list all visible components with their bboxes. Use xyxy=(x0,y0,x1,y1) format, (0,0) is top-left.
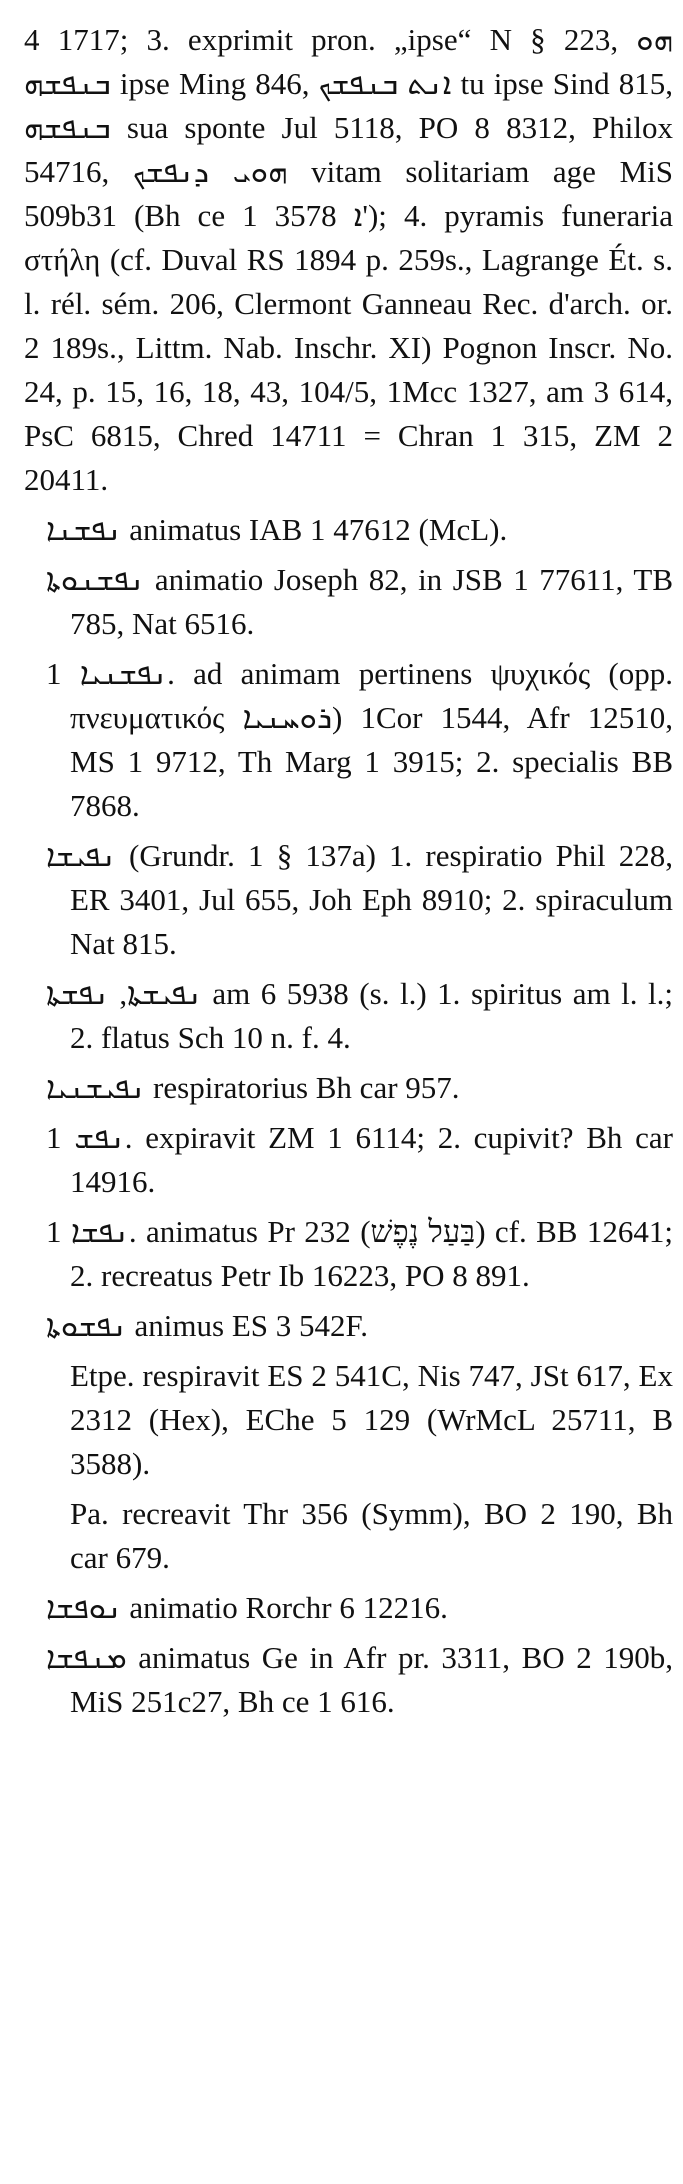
entry-nafshanaya: ܢܦܫܢܝܐ 1. ad animam pertinens ψυχικός (opp. πνευματικός ܪܘܚܢܝܐ) 1Cor 1544, Afr 12510, MS 1 9712, Th Marg 1 3915; 2. specialis BB 7868. xyxy=(46,656,674,823)
entry-mnafsha: ܡܢܦܫܐ animatus Ge in Afr pr. 3311, BO 2 190b, MiS 251c27, Bh ce 1 616. xyxy=(46,1640,673,1719)
entry-nafshana: ܢܦܫܢܐ animatus IAB 1 47612 (McL). xyxy=(46,512,508,547)
entry-nafishanaya: ܢܦܝܫܢܝܐ respiratorius Bh car 957. xyxy=(46,1070,460,1105)
entry-nafsha-continuation: 4 1717; 3. exprimit pron. „ipse“ N § 223, ܗܘ ܒܢܦܫܗ ipse Ming 846, ܐܢܬ ܒܢܦܫܟ tu ipse Sind 815, ܒܢܦܫܗ sua sponte Jul 5118, PO 8 8312, Philox 54716, ܗܘܝ ܕܢܦܫܟ vitam solitariam age MiS 509b31 (Bh ce 1 3578 ܐ'); 4. pyramis funeraria στήλη (cf. Duval RS 1894 p. 259s., Lagrange Ét. s. l. rél. sém. 206, Clermont Ganneau Rec. d'arch. or. 2 189s., Littm. Nab. Inschr. XI) Pognon Inscr. No. 24, p. 15, 16, 18, 43, 104/5, 1Mcc 1327, am 3 614, PsC 6815, Chred 14711 = Chran 1 315, ZM 2 20411. xyxy=(24,22,673,497)
entry-nufasha: ܢܘܦܫܐ animatio Rorchr 6 12216. xyxy=(46,1590,448,1625)
entry-nfishuta: ܢܦܫܘܬܐ animus ES 3 542F. xyxy=(46,1308,368,1343)
entry-nfash-verb: ܢܦܫ 1. expiravit ZM 1 6114; 2. cupivit? Bh car 14916. xyxy=(46,1120,673,1199)
entry-etpe: Etpe. respiravit ES 2 541C, Nis 747, JSt 617, Ex 2312 (Hex), EChe 5 129 (WrMcL 25711, B 3588). xyxy=(70,1358,673,1481)
entry-nfisha: ܢܦܫܐ 1. animatus Pr 232 (בַּעַל נֶפֶשׁ) cf. BB 12641; 2. recreatus Petr Ib 16223, PO 8 891. xyxy=(46,1214,673,1293)
entry-pa: Pa. recreavit Thr 356 (Symm), BO 2 190, Bh car 679. xyxy=(70,1496,673,1575)
entry-nafshanuta: ܢܦܫܢܘܬܐ animatio Joseph 82, in JSB 1 77611, TB 785, Nat 6516. xyxy=(46,562,673,641)
entry-nafisha: ܢܦܝܫܐ (Grundr. 1 § 137a) 1. respiratio Phil 228, ER 3401, Jul 655, Joh Eph 8910; 2. spiraculum Nat 815. xyxy=(46,838,673,961)
entry-nafishta: ܢܦܝܫܬܐ, ܢܦܫܬܐ am 6 5938 (s. l.) 1. spiritus am l. l.; 2. flatus Sch 10 n. f. 4. xyxy=(46,976,674,1055)
